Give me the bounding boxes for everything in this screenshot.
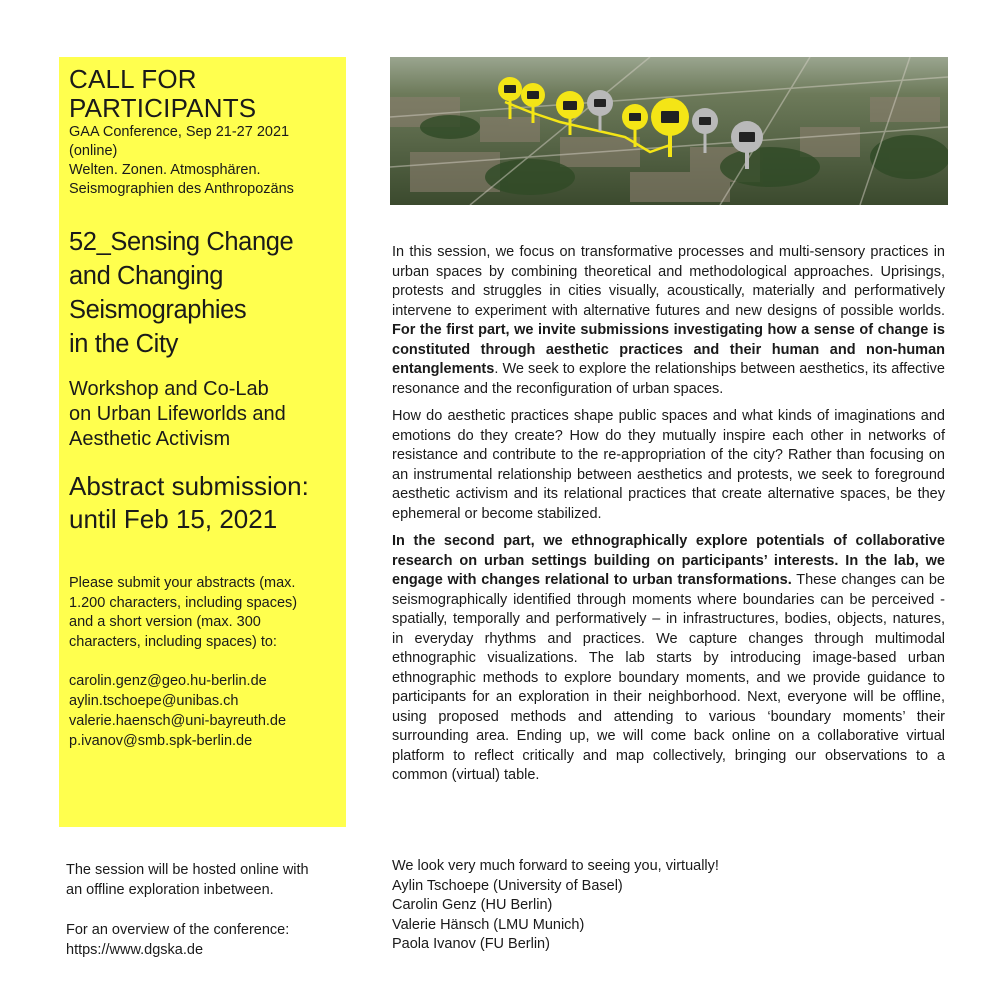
instruction-line: 1.200 characters, including spaces) xyxy=(69,594,298,611)
closing-signatures xyxy=(392,857,952,955)
closing-line: We look very much forward to seeing you, virtually! xyxy=(392,858,719,874)
aerial-map-image xyxy=(390,57,948,205)
session-title-line: and Changing xyxy=(69,262,224,290)
abstract-deadline xyxy=(69,470,336,536)
paragraph-questions: How do aesthetic practices shape public spaces and what kinds of imaginations and emotions do they create? How do they mutually inspire each other in networks of resistance and contribute to the re-appropriation of the city? Rather than focusing on an instrumental relationship between aesthetics and protests, we seek to foreground aesthetic activism and its relational practices that create alternative spaces, be they ephemeral or become stabilized. xyxy=(392,408,945,522)
conference-info xyxy=(69,123,336,199)
submission-instructions xyxy=(69,574,336,652)
cfp-title xyxy=(69,65,336,123)
instruction-line: Please submit your abstracts (max. xyxy=(69,575,296,591)
session-description xyxy=(392,243,945,794)
email-link[interactable]: p.ivanov@smb.spk-berlin.de xyxy=(69,733,253,749)
hosting-info xyxy=(66,860,356,960)
session-subtitle xyxy=(69,377,336,452)
cfp-title-line2: PARTICIPANTS xyxy=(69,93,257,123)
hosted-line: The session will be hosted online with xyxy=(66,862,309,878)
signature: Valerie Hänsch (LMU Munich) xyxy=(392,916,585,933)
overview-label: For an overview of the conference: xyxy=(66,922,290,938)
email-link[interactable]: carolin.genz@geo.hu-berlin.de xyxy=(69,673,267,689)
text-span: These changes can be seismographically identified through moments where boundaries can be perceived - spatially, temporally and performatively – in infrastructures, bodies, objects, natures, in everyday rhythms and practices. We capture changes through multimodal ethnographic visualizations. The lab starts by introducing image-based urban ethnographic methods to explore boundary moments, and we provide guidance to participants for an exploration in their neighborhood. Next, everyone will be offline, using proposed methods and attending to various ‘boundary moments’ their surrounding area. Ending up, we will come back online on a collaborative virtual platform to reflect critically and map collectively, bringing our observations to a common (virtual) table. xyxy=(392,572,945,783)
deadline-line: until Feb 15, 2021 xyxy=(69,504,278,534)
overview-link[interactable]: https://www.dgska.de xyxy=(66,942,204,958)
signature: Carolin Genz (HU Berlin) xyxy=(392,897,553,913)
contact-emails xyxy=(69,671,336,751)
email-link[interactable]: valerie.haensch@uni-bayreuth.de xyxy=(69,713,287,729)
session-title-line: in the City xyxy=(69,330,178,358)
conference-line: (online) xyxy=(69,143,118,159)
session-title xyxy=(69,225,336,361)
subtitle-line: Workshop and Co-Lab xyxy=(69,378,269,400)
email-link[interactable]: aylin.tschoepe@unibas.ch xyxy=(69,693,239,709)
bold-text: For the first part, we invite submissions investigating how a sense of change is constituted through aesthetic practices and their human and non-human entanglements xyxy=(392,322,945,377)
instruction-line: and a short version (max. 300 xyxy=(69,614,261,630)
deadline-line: Abstract submission: xyxy=(69,471,309,501)
cfp-title-line1: CALL FOR xyxy=(69,64,197,94)
paragraph-second-part xyxy=(392,532,945,786)
instruction-line: characters, including spaces) to: xyxy=(69,633,277,650)
text-span: In this session, we focus on transformative processes and multi-sensory practices in urban spaces by combining theoretical and methodological approaches. Uprisings, protests and struggles in cities visually, acoustically, materially and performatively intervene to experiment with alternative futures and new designs of possible worlds. xyxy=(392,244,945,319)
call-for-participants-panel xyxy=(59,57,346,827)
subtitle-line: on Urban Lifeworlds and xyxy=(69,403,286,425)
conference-line: GAA Conference, Sep 21-27 2021 xyxy=(69,124,290,140)
session-title-line: 52_Sensing Change xyxy=(69,228,294,256)
conference-line: Welten. Zonen. Atmosphären. xyxy=(69,162,261,178)
subtitle-line: Aesthetic Activism xyxy=(69,428,231,450)
paragraph-first-part xyxy=(392,243,945,399)
signature: Paola Ivanov (FU Berlin) xyxy=(392,936,550,952)
hosted-line: an offline exploration inbetween. xyxy=(66,882,274,898)
session-title-line: Seismographies xyxy=(69,296,247,324)
signature: Aylin Tschoepe (University of Basel) xyxy=(392,877,623,894)
text-span: . We seek to explore the relationships between aesthetics, its affective resonance and the reconfiguration of urban spaces. xyxy=(392,361,945,397)
bold-text: In the second part, we ethnographically explore potentials of collaborative research on urban settings building on participants’ interests. In the lab, we engage with changes relational to urban transformations. xyxy=(392,533,945,588)
conference-line: Seismographien des Anthropozäns xyxy=(69,181,294,197)
